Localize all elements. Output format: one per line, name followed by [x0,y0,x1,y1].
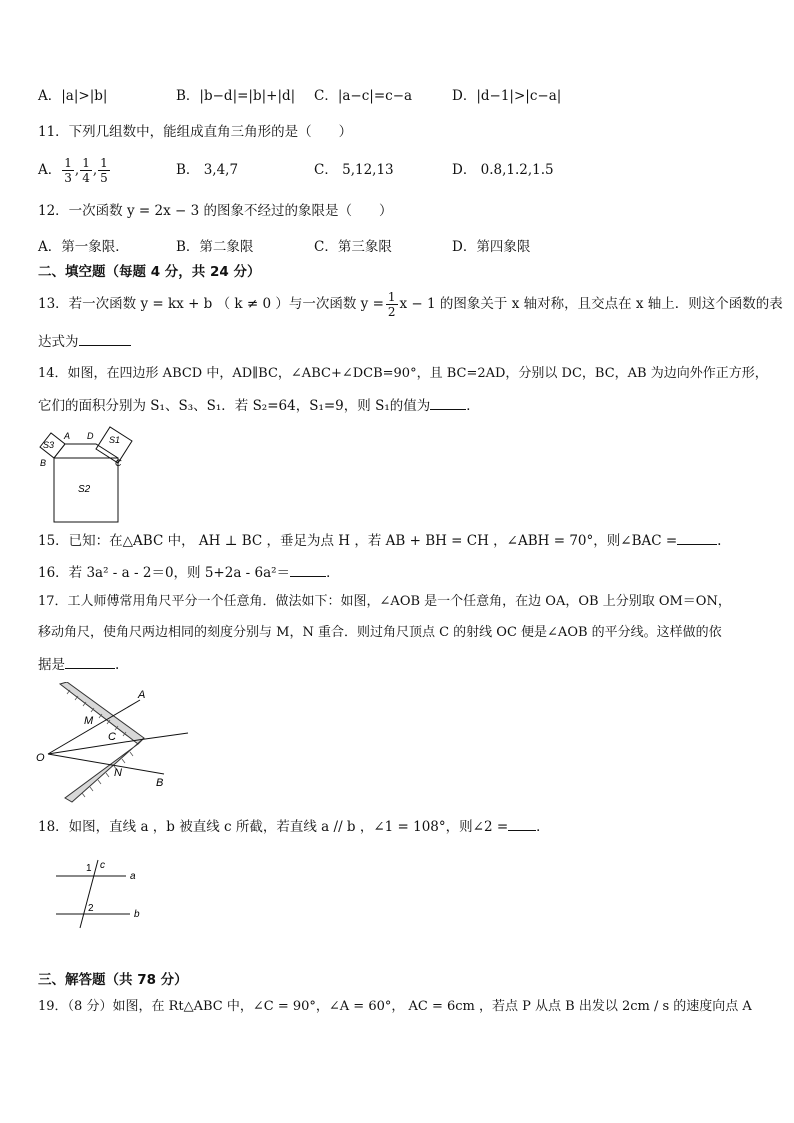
q17-ray-oc-ext [138,733,188,740]
q12-option-b: B．第二象限 [176,239,254,255]
q18-line [38,816,550,837]
q13-line-2-text: 达式为 [38,334,79,350]
q13-fraction [386,290,398,319]
q17-ruler-ticks-lower [82,752,133,797]
q13-frac-num: 1 [387,289,396,304]
q11-option-b: B． 3,4,7 [176,162,239,178]
q17-label-c: C [108,731,116,743]
q19-line-1: 19．（8 分）如图，在 Rt△ABC 中，∠C = 90°，∠A = 60°， AC = 6cm ，若点 P 从点 B 出发以 2cm / s 的速度向点 A [38,999,752,1014]
q16-line [38,562,340,583]
q11-option-a: A． $\frac{1}{3}$ , $\frac{1}{4}$ , $\frac{1}{5}$ [38,155,108,185]
q12-stem: 12．一次函数 y = 2x − 3 的图象不经过的象限是（ ） [38,203,393,219]
q14-label-s1: S1 [109,435,121,445]
q18-end-punct: ． [536,819,550,835]
q11-option-d: D． 0.8,1.2,1.5 [452,162,554,178]
q11-fraction-2 [80,156,92,185]
q17-ruler-upper [60,682,144,744]
section-2-heading: 二、填空题（每题 4 分，共 24 分） [38,264,261,280]
q14-line-2 [38,395,480,416]
q11-frac3-den: 5 [100,170,108,185]
q18-text: 18．如图，直线 a ，b 被直线 c 所截，若直线 a // b ，∠1 = 108°，则∠2 = [38,819,509,835]
q13-part-1: 13．若一次函数 y = kx + b （ k ≠ 0 ）与一次函数 y = [38,296,384,312]
q13-line-2 [38,331,131,352]
q18-label-angle1: 1 [86,863,92,874]
q18-label-angle2: 2 [88,903,94,914]
q14-label-s3: S3 [43,440,55,450]
q12-option-d: D．第四象限 [452,239,531,255]
q10-option-c: C．|a−c|=c−a [314,88,413,104]
q18-parallel-lines-figure [52,856,148,932]
q18-answer-blank[interactable] [508,816,536,831]
q17-line-3-text: 据是 [38,657,65,673]
q15-answer-blank[interactable] [677,530,717,545]
q17-label-b: B [156,777,164,789]
q17-label-a: A [138,689,146,701]
q10-option-a: A．|a|>|b| [38,88,108,104]
q15-line [38,530,721,551]
q17-line-3 [38,654,119,675]
q16-end-punct: ． [326,565,340,581]
q11-stem: 11．下列几组数中，能组成直角三角形的是（ ） [38,124,353,140]
q17-label-n: N [114,767,122,779]
q10-option-d: D．|d−1|>|c−a| [452,88,562,104]
q14-line-1: 14．如图，在四边形 ABCD 中，AD∥BC，∠ABC+∠DCB=90°，且 BC=2AD，分别以 DC，BC，AB 为边向外作正方形， [38,366,768,381]
q17-angle-square-figure [34,682,194,804]
q11-frac3-num: 1 [100,155,108,170]
q14-quadrilateral-figure [34,424,140,524]
q14-line-2-text: 它们的面积分别为 S₁、S₃、S₁．若 S₂=64，S₁=9，则 S₁的值为 [38,398,431,414]
q13-answer-blank[interactable] [79,331,131,346]
q18-label-c: c [100,860,105,871]
q13-part-2: x − 1 的图象关于 x 轴对称，且交点在 x 轴上．则这个函数的表 [399,296,783,312]
q10-option-b: B．|b−d|=|b|+|d| [176,88,296,104]
section-3-heading: 三、解答题（共 78 分） [38,972,188,988]
q14-label-b: B [40,458,47,468]
q16-answer-blank[interactable] [290,562,326,577]
q17-line-2: 移动角尺，使角尺两边相同的刻度分别与 M，N 重合．则过角尺顶点 C 的射线 OC 便是∠AOB 的平分线。这样做的依 [38,625,722,640]
q13-frac-den: 2 [387,304,396,319]
q17-answer-blank[interactable] [65,654,115,669]
q14-label-a: A [64,431,71,441]
q13-line-1 [38,287,783,321]
q18-label-b: b [134,909,140,920]
q14-label-d: D [87,431,94,441]
q14-end-punct: ． [466,398,480,414]
q14-label-c: C [115,458,122,468]
q11-option-c: C． 5,12,13 [314,162,394,178]
q17-ruler-lower [65,738,144,802]
q17-end-punct: . [115,657,120,673]
q11-frac2-num: 1 [82,155,90,170]
q17-label-m: M [84,715,94,727]
q18-label-a: a [130,871,136,882]
q16-text: 16．若 3a² - a - 2＝0，则 5+2a - 6a²＝ [38,565,291,581]
q12-option-c: C．第三象限 [314,239,392,255]
q11-fraction-1 [62,156,74,185]
q11-option-a-prefix: A． [38,162,62,178]
q17-label-o: O [36,752,45,764]
q11-frac1-den: 3 [64,170,72,185]
q17-ray-oc [48,740,138,754]
q15-end-punct: . [717,533,722,549]
q11-fraction-3 [98,156,110,185]
q11-frac2-den: 4 [82,170,90,185]
q12-option-a: A．第一象限． [38,239,129,255]
q11-frac1-num: 1 [64,155,72,170]
q15-text: 15．已知：在△ABC 中， AH ⊥ BC ，垂足为点 H ，若 AB + BH = CH ，∠ABH = 70°，则∠BAC = [38,533,678,549]
q17-line-1: 17．工人师傅常用角尺平分一个任意角．做法如下：如图，∠AOB 是一个任意角，在边 OA，OB 上分别取 OM＝ON， [38,594,731,609]
q14-label-s2: S2 [78,484,91,495]
q14-answer-blank[interactable] [430,395,466,410]
